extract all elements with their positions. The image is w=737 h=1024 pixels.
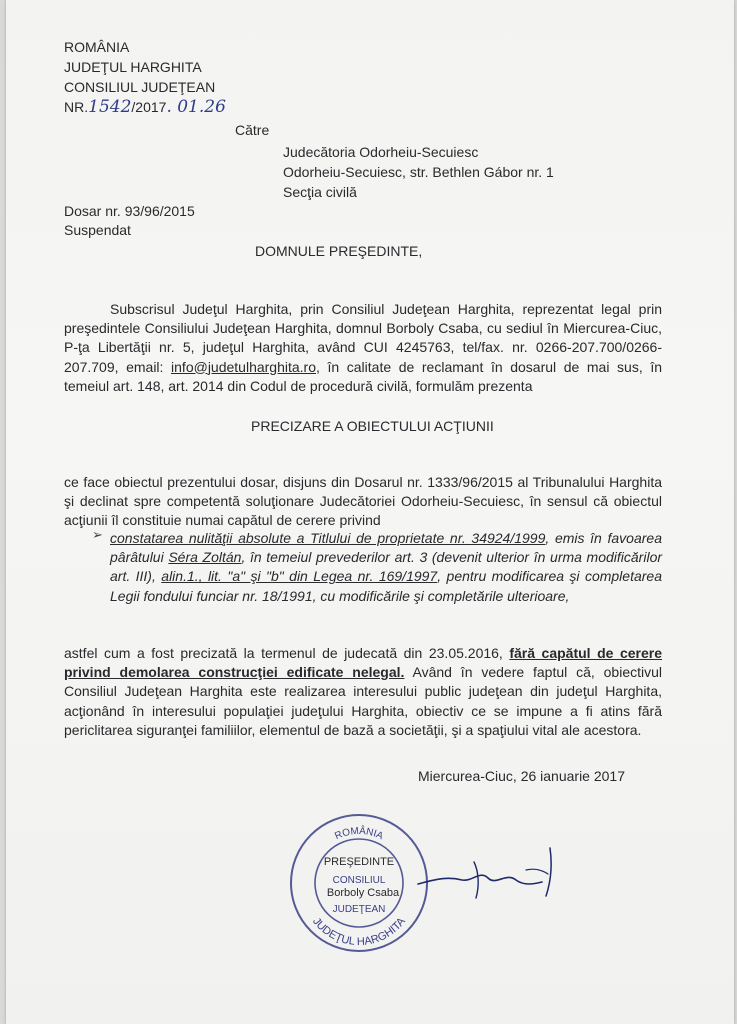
- stamp-top-text: ROMÂNIA: [333, 825, 385, 843]
- intro-paragraph: [64, 300, 662, 396]
- conclusion-emphasis: fără capătul de cerere privind demolarea construcţiei edificate nelegal.: [64, 645, 662, 681]
- to-label: Către: [235, 122, 270, 138]
- salutation: DOMNULE PREŞEDINTE,: [255, 243, 423, 259]
- header-country: ROMÂNIA: [64, 39, 130, 55]
- header-county: JUDEŢUL HARGHITA: [64, 59, 202, 75]
- claim-law-reference: alin.1., lit. "a" şi "b" din Legea nr. 169/1997: [161, 568, 438, 585]
- conclusion-paragraph: [64, 644, 662, 740]
- stamp-line-2: JUDEŢEAN: [332, 904, 386, 915]
- case-status: Suspendat: [64, 222, 131, 238]
- handwritten-registration-date: . 01.26: [166, 97, 226, 117]
- intro-text-1: Subscrisul Judeţul Harghita, prin Consiliul Judeţean Harghita, reprezentat legal prin preşedintele Consiliului Judeţean Harghita, domnul Borboly Csaba, cu sediul în Miercurea-Ciuc, P-ţa Libertăţii nr. 5, judeţul Harghita, având CUI 4245763, tel/fax. nr. 0266-207.700/0266-207.709, email:: [64, 301, 662, 375]
- claim-defendant: Séra Zoltán: [168, 549, 242, 566]
- recipient-court: Judecătoria Odorheiu-Secuiesc: [283, 144, 479, 160]
- document-page: [6, 0, 734, 1024]
- conclusion-text-2: Având în vedere faptul că, obiectivul Consiliul Judeţean Harghita este realizarea interesului public judeţean din judeţul Harghita, acţionând în interesului populaţiei judeţului Harghita, obiectiv ce se impune a fi atins fără periclitarea siguranţei familiilor, elementul de bază a societăţii, şi a spaţiului vital ale acestora.: [64, 664, 663, 738]
- registration-year: /2017: [131, 99, 167, 115]
- recipient-section: Secţia civilă: [283, 184, 357, 200]
- signature-name: Borboly Csaba: [326, 887, 400, 899]
- email-link[interactable]: info@judetulharghita.ro: [171, 358, 317, 375]
- place-and-date: Miercurea-Ciuc, 26 ianuarie 2017: [418, 768, 625, 784]
- claim-text-3: , pentru modificarea şi completarea Legii fondului funciar nr. 18/1991, cu modificările şi completările ulterioare,: [110, 568, 662, 604]
- header-council: CONSILIUL JUDEŢEAN: [64, 79, 216, 95]
- arrow-bullet-icon: ➢: [92, 527, 103, 542]
- signature-role: PREŞEDINTE: [323, 856, 395, 868]
- claim-text-1: , emis în favoarea pârâtului: [110, 530, 662, 566]
- stamp-bottom-text: JUDEŢUL HARGHITA: [310, 915, 408, 949]
- handwritten-registration-number: 1542: [88, 97, 132, 117]
- registration-line: [64, 98, 226, 117]
- recipient-address: Odorheiu-Secuiesc, str. Bethlen Gábor nr. 1: [283, 164, 554, 180]
- claim-item: [110, 529, 662, 606]
- intro-text-2: , în calitate de reclamant în dosarul de mai sus, în temeiul art. 148, art. 2014 din Codul de procedură civilă, formulăm prezenta: [64, 358, 662, 394]
- document-title: PRECIZARE A OBIECTULUI ACŢIUNII: [251, 418, 494, 434]
- conclusion-text-1: astfel cum a fost precizată la termenul de judecată din 23.05.2016,: [64, 645, 510, 661]
- official-stamp: [284, 808, 434, 958]
- registration-prefix: NR.: [64, 99, 89, 115]
- handwritten-signature: [416, 840, 566, 910]
- body-paragraph: ce face obiectul prezentului dosar, disjuns din Dosarul nr. 1333/96/2015 al Tribunalului Harghita şi declinat spre competentă soluţionare Judecătoriei Odorheiu-Secuiesc, în sensul că obiectul acţiunii îl constituie numai capătul de cerere privind: [64, 474, 662, 529]
- stamp-line-1: CONSILIUL: [332, 875, 386, 886]
- claim-text-2: , în temeiul prevederilor art. 3 (devenit ulterior în urma modificărilor art. III),: [110, 549, 663, 585]
- case-file-number: Dosar nr. 93/96/2015: [64, 203, 195, 219]
- claim-title-deed: constatarea nulităţii absolute a Titlului de proprietate nr. 34924/1999: [110, 530, 546, 546]
